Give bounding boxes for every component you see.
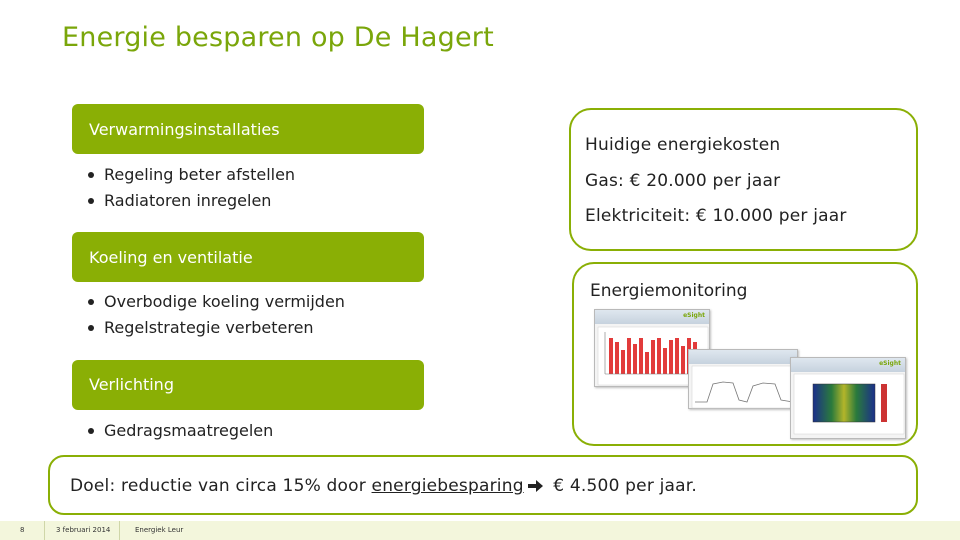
footer-date: 3 februari 2014 xyxy=(56,521,120,540)
screenshot-logo: eSight xyxy=(683,312,705,319)
window-titlebar xyxy=(689,350,797,364)
goal-suffix: € 4.500 per jaar. xyxy=(547,476,698,496)
monitoring-heading: Energiemonitoring xyxy=(590,281,748,301)
screenshot-logo: eSight xyxy=(879,360,901,367)
section-heading-lighting xyxy=(72,360,424,410)
list-item: Regeling beter afstellen xyxy=(86,162,295,188)
costs-heading: Huidige energiekosten xyxy=(585,135,781,155)
bullet-list-cooling xyxy=(86,289,345,341)
bullet-list-lighting xyxy=(86,418,273,444)
heatmap-thumbnail xyxy=(791,372,907,440)
energy-costs-box xyxy=(569,108,918,251)
window-titlebar xyxy=(791,358,905,372)
list-item: Gedragsmaatregelen xyxy=(86,418,273,444)
section-heading-label: Verwarmingsinstallaties xyxy=(89,120,280,139)
arrow-right-icon xyxy=(528,478,544,498)
list-item: Radiatoren inregelen xyxy=(86,188,295,214)
gas-cost: Gas: € 20.000 per jaar xyxy=(585,171,781,191)
section-heading-cooling xyxy=(72,232,424,282)
section-heading-label: Koeling en ventilatie xyxy=(89,248,253,267)
goal-prefix: Doel: reductie van circa 15% door xyxy=(70,476,372,496)
list-item: Overbodige koeling vermijden xyxy=(86,289,345,315)
monitoring-screenshot-line-chart xyxy=(688,349,798,409)
footer-brand: Energiek Leur xyxy=(135,526,184,534)
section-heading-label: Verlichting xyxy=(89,375,174,394)
goal-statement xyxy=(70,476,697,498)
electricity-cost: Elektriciteit: € 10.000 per jaar xyxy=(585,206,847,226)
energy-monitoring-box xyxy=(572,262,918,446)
monitoring-screenshot-heatmap xyxy=(790,357,906,439)
list-item: Regelstrategie verbeteren xyxy=(86,315,345,341)
window-titlebar xyxy=(595,310,709,324)
slide-title: Energie besparen op De Hagert xyxy=(62,22,494,53)
bullet-list-heating xyxy=(86,162,295,214)
section-heading-heating xyxy=(72,104,424,154)
goal-box xyxy=(48,455,918,515)
line-chart-thumbnail xyxy=(689,364,799,410)
energy-saving-link[interactable]: energiebesparing xyxy=(371,476,524,496)
footer-divider xyxy=(44,521,45,540)
slide-number: 8 xyxy=(20,526,25,534)
slide-footer xyxy=(0,521,960,540)
